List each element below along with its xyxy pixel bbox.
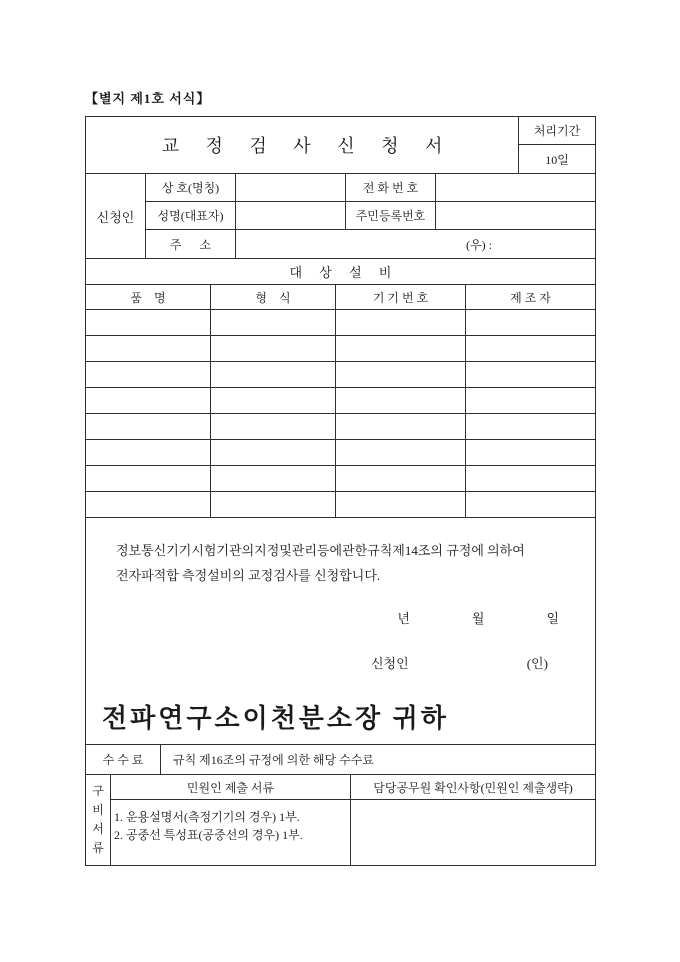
equipment-empty-cell: [86, 362, 211, 387]
equipment-empty-cell: [211, 492, 336, 517]
representative-name-value: [236, 202, 346, 229]
document-item: 1. 운용설명서(측정기기의 경우) 1부.: [114, 810, 300, 824]
equipment-empty-cell: [86, 440, 211, 465]
address-label: 주 소: [146, 230, 236, 258]
title-row: [86, 117, 595, 174]
equipment-empty-cell: [211, 310, 336, 335]
resident-number-label: 주민등록번호: [346, 202, 436, 229]
required-documents-label-char: 비: [92, 803, 104, 817]
equipment-column-headers: [86, 285, 595, 310]
equipment-empty-cell: [336, 440, 466, 465]
required-documents-label-char: 류: [92, 841, 104, 855]
applicant-row-company: [146, 174, 595, 202]
equipment-empty-row: [86, 466, 595, 492]
equipment-empty-cell: [211, 466, 336, 491]
equipment-empty-cell: [86, 336, 211, 361]
processing-period-box: [518, 117, 595, 173]
statement-text: [86, 538, 595, 588]
equipment-empty-row: [86, 310, 595, 336]
statement-section: [86, 518, 595, 745]
statement-line1: 정보통신기기시험기관의지정및관리등에관한규칙제14조의 규정에 의하여: [116, 543, 525, 558]
column-header-product-name: 품 명: [86, 285, 211, 309]
equipment-empty-cell: [466, 388, 595, 413]
equipment-empty-row: [86, 414, 595, 440]
applicant-row-address: [146, 230, 595, 258]
address-value: [236, 230, 595, 258]
column-header-model: 형 식: [211, 285, 336, 309]
equipment-empty-row: [86, 388, 595, 414]
required-documents-label: [86, 775, 111, 865]
equipment-empty-row: [86, 336, 595, 362]
seal-label: (인): [526, 656, 548, 671]
equipment-empty-cell: [336, 336, 466, 361]
documents-header-row: [111, 775, 595, 800]
phone-number-label: 전 화 번 호: [346, 174, 436, 201]
equipment-empty-cell: [336, 492, 466, 517]
recipient-line: 전파연구소이천분소장 귀하: [102, 704, 449, 733]
fee-row: [86, 745, 595, 775]
equipment-empty-cell: [336, 362, 466, 387]
required-documents-label-char: 구: [92, 784, 104, 798]
form-designation: 【별지 제1호 서식】: [85, 91, 211, 106]
applicant-rows: [146, 174, 595, 258]
document-item: 2. 공중선 특성표(공중선의 경우) 1부.: [114, 828, 303, 842]
equipment-empty-cell: [86, 310, 211, 335]
equipment-empty-cell: [466, 414, 595, 439]
equipment-empty-cell: [211, 440, 336, 465]
applicant-documents-cell: [111, 800, 351, 865]
documents-table: [111, 775, 595, 865]
applicant-row-representative: [146, 202, 595, 230]
official-confirmation-cell: [351, 800, 595, 865]
equipment-empty-row: [86, 440, 595, 466]
equipment-empty-cell: [466, 440, 595, 465]
equipment-table-body: [86, 310, 595, 518]
equipment-empty-cell: [211, 388, 336, 413]
date-line: [86, 608, 595, 627]
equipment-empty-row: [86, 492, 595, 518]
processing-period-label: 처리기간: [519, 117, 595, 145]
equipment-empty-cell: [211, 362, 336, 387]
applicant-documents-header: 민원인 제출 서류: [111, 775, 351, 799]
equipment-empty-cell: [86, 492, 211, 517]
applicant-section: [86, 174, 595, 259]
official-confirmation-header: 담당공무원 확인사항(민원인 제출생략): [373, 780, 573, 795]
required-documents-section: [86, 775, 595, 865]
required-documents-label-char: 서: [92, 822, 104, 836]
company-name-label: 상 호(명칭): [146, 174, 236, 201]
postal-code-label: (우) :: [466, 237, 492, 252]
equipment-empty-cell: [466, 336, 595, 361]
equipment-empty-cell: [211, 414, 336, 439]
equipment-empty-cell: [466, 492, 595, 517]
signer-line: [86, 653, 595, 672]
equipment-empty-cell: [336, 466, 466, 491]
form-title: 교 정 검 사 신 청 서: [161, 136, 454, 156]
application-form: [85, 116, 596, 866]
equipment-empty-row: [86, 362, 595, 388]
equipment-section-header: 대 상 설 비: [86, 259, 595, 285]
fee-value: 규칙 제16조의 규정에 의한 해당 수수료: [173, 753, 374, 767]
equipment-empty-cell: [466, 466, 595, 491]
column-header-serial-number: 기 기 번 호: [336, 285, 466, 309]
equipment-empty-cell: [466, 362, 595, 387]
equipment-empty-cell: [86, 414, 211, 439]
month-label: 월: [471, 611, 485, 626]
year-label: 년: [397, 611, 410, 626]
representative-name-label: 성명(대표자): [146, 202, 236, 229]
documents-body-row: [111, 800, 595, 865]
applicant-section-label: 신청인: [86, 174, 146, 258]
equipment-empty-cell: [336, 388, 466, 413]
fee-label: 수 수 료: [86, 745, 161, 774]
equipment-empty-cell: [86, 388, 211, 413]
company-name-value: [236, 174, 346, 201]
equipment-empty-cell: [86, 466, 211, 491]
signer-label: 신청인: [371, 656, 409, 671]
equipment-empty-cell: [211, 336, 336, 361]
statement-line2: 전자파적합 측정설비의 교정검사를 신청합니다.: [116, 568, 381, 583]
processing-period-value: 10일: [545, 152, 569, 167]
phone-number-value: [436, 174, 595, 201]
equipment-empty-cell: [336, 414, 466, 439]
column-header-manufacturer: 제 조 자: [510, 290, 551, 305]
resident-number-value: [436, 202, 595, 229]
day-label: 일: [546, 611, 559, 626]
equipment-empty-cell: [466, 310, 595, 335]
equipment-empty-cell: [336, 310, 466, 335]
